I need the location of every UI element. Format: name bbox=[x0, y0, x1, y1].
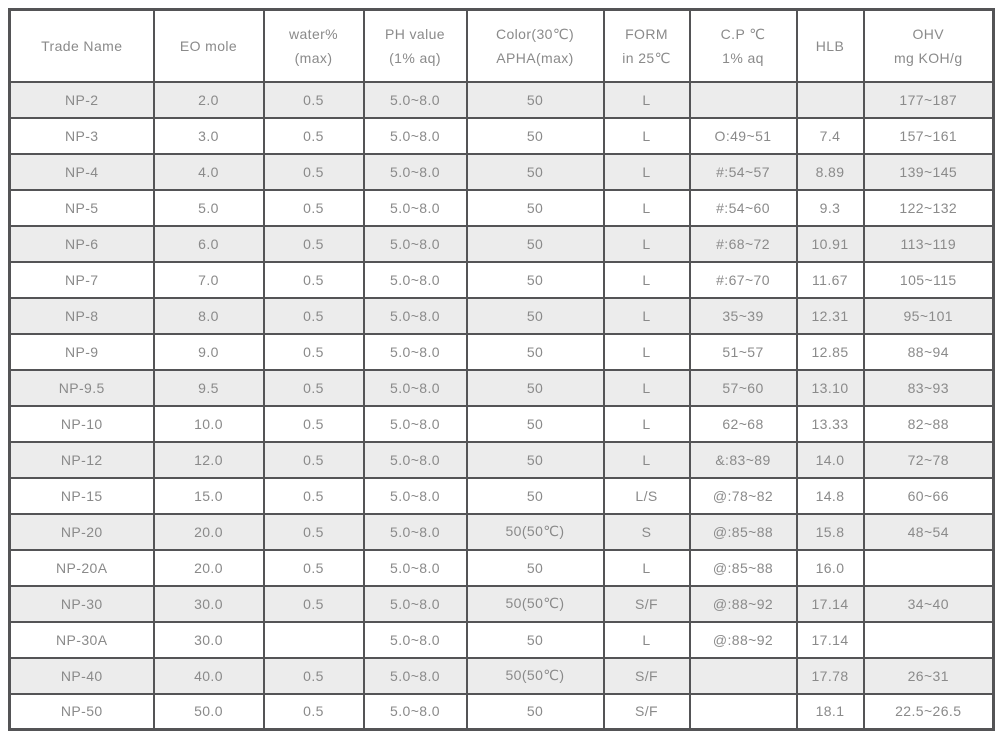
cell-color-apha: 50 bbox=[467, 370, 604, 406]
cell-cloud-point: @:85~88 bbox=[690, 550, 797, 586]
table-row-np-9 bbox=[10, 334, 994, 370]
cell-form: S/F bbox=[604, 586, 690, 622]
cell-cloud-point: #:54~57 bbox=[690, 154, 797, 190]
header-row bbox=[10, 10, 994, 82]
cell-form: L bbox=[604, 154, 690, 190]
cell-cloud-point: @:78~82 bbox=[690, 478, 797, 514]
table-row-np-8 bbox=[10, 298, 994, 334]
cell-cloud-point: O:49~51 bbox=[690, 118, 797, 154]
cell-eo-mole: 12.0 bbox=[154, 442, 264, 478]
cell-eo-mole: 7.0 bbox=[154, 262, 264, 298]
cell-form: L bbox=[604, 190, 690, 226]
column-header-ohv-line: mg KOH/g bbox=[893, 49, 963, 66]
column-header-water-max-line: (max) bbox=[294, 49, 333, 66]
cell-hlb: 16.0 bbox=[797, 550, 864, 586]
cell-form: L/S bbox=[604, 478, 690, 514]
cell-form: L bbox=[604, 370, 690, 406]
cell-eo-mole: 15.0 bbox=[154, 478, 264, 514]
cell-trade-name: NP-40 bbox=[10, 658, 154, 694]
cell-water-max: 0.5 bbox=[264, 442, 364, 478]
cell-color-apha: 50 bbox=[467, 190, 604, 226]
cell-trade-name: NP-30A bbox=[10, 622, 154, 658]
cell-water-max: 0.5 bbox=[264, 514, 364, 550]
cell-form: L bbox=[604, 622, 690, 658]
column-header-cloud-point-line: 1% aq bbox=[722, 49, 764, 66]
cell-color-apha: 50 bbox=[467, 406, 604, 442]
cell-water-max: 0.5 bbox=[264, 298, 364, 334]
cell-trade-name: NP-20 bbox=[10, 514, 154, 550]
cell-cloud-point: 57~60 bbox=[690, 370, 797, 406]
cell-ohv: 177~187 bbox=[864, 82, 994, 118]
table-row-np-5 bbox=[10, 190, 994, 226]
cell-water-max: 0.5 bbox=[264, 118, 364, 154]
column-header-form-line: in 25℃ bbox=[622, 49, 671, 66]
cell-hlb: 18.1 bbox=[797, 694, 864, 730]
table-row-np-4 bbox=[10, 154, 994, 190]
table-row-np-2 bbox=[10, 82, 994, 118]
cell-ph-value: 5.0~8.0 bbox=[364, 586, 467, 622]
cell-eo-mole: 30.0 bbox=[154, 622, 264, 658]
cell-water-max: 0.5 bbox=[264, 370, 364, 406]
column-header-hlb bbox=[797, 10, 864, 82]
cell-eo-mole: 30.0 bbox=[154, 586, 264, 622]
cell-cloud-point: @:88~92 bbox=[690, 622, 797, 658]
table-row-np-20a bbox=[10, 550, 994, 586]
cell-trade-name: NP-12 bbox=[10, 442, 154, 478]
table-row-np-9.5 bbox=[10, 370, 994, 406]
cell-trade-name: NP-50 bbox=[10, 694, 154, 730]
cell-trade-name: NP-9.5 bbox=[10, 370, 154, 406]
cell-ohv: 22.5~26.5 bbox=[864, 694, 994, 730]
cell-cloud-point: #:54~60 bbox=[690, 190, 797, 226]
cell-ph-value: 5.0~8.0 bbox=[364, 550, 467, 586]
cell-ohv: 83~93 bbox=[864, 370, 994, 406]
cell-water-max bbox=[264, 622, 364, 658]
cell-ph-value: 5.0~8.0 bbox=[364, 478, 467, 514]
cell-form: L bbox=[604, 118, 690, 154]
cell-eo-mole: 9.0 bbox=[154, 334, 264, 370]
cell-form: L bbox=[604, 82, 690, 118]
cell-trade-name: NP-3 bbox=[10, 118, 154, 154]
column-header-color-apha bbox=[467, 10, 604, 82]
cell-water-max: 0.5 bbox=[264, 262, 364, 298]
cell-eo-mole: 20.0 bbox=[154, 550, 264, 586]
cell-cloud-point bbox=[690, 82, 797, 118]
product-spec-table bbox=[8, 8, 995, 731]
cell-trade-name: NP-2 bbox=[10, 82, 154, 118]
cell-color-apha: 50 bbox=[467, 442, 604, 478]
cell-hlb bbox=[797, 82, 864, 118]
cell-cloud-point: 51~57 bbox=[690, 334, 797, 370]
column-header-cloud-point bbox=[690, 10, 797, 82]
cell-ph-value: 5.0~8.0 bbox=[364, 694, 467, 730]
table-row-np-30 bbox=[10, 586, 994, 622]
cell-ohv: 60~66 bbox=[864, 478, 994, 514]
cell-ph-value: 5.0~8.0 bbox=[364, 406, 467, 442]
cell-cloud-point: &:83~89 bbox=[690, 442, 797, 478]
column-header-form-line: FORM bbox=[625, 25, 668, 42]
cell-form: L bbox=[604, 226, 690, 262]
cell-color-apha: 50 bbox=[467, 298, 604, 334]
column-header-form bbox=[604, 10, 690, 82]
cell-color-apha: 50(50℃) bbox=[467, 586, 604, 622]
cell-eo-mole: 6.0 bbox=[154, 226, 264, 262]
cell-ohv: 139~145 bbox=[864, 154, 994, 190]
cell-eo-mole: 5.0 bbox=[154, 190, 264, 226]
cell-eo-mole: 2.0 bbox=[154, 82, 264, 118]
table-row-np-12 bbox=[10, 442, 994, 478]
cell-cloud-point bbox=[690, 694, 797, 730]
cell-ohv: 95~101 bbox=[864, 298, 994, 334]
cell-eo-mole: 4.0 bbox=[154, 154, 264, 190]
cell-ph-value: 5.0~8.0 bbox=[364, 442, 467, 478]
cell-form: L bbox=[604, 406, 690, 442]
cell-ph-value: 5.0~8.0 bbox=[364, 226, 467, 262]
cell-ohv: 48~54 bbox=[864, 514, 994, 550]
cell-ohv: 113~119 bbox=[864, 226, 994, 262]
column-header-color-apha-line: APHA(max) bbox=[496, 49, 574, 66]
column-header-eo-mole bbox=[154, 10, 264, 82]
cell-hlb: 17.14 bbox=[797, 622, 864, 658]
table-row-np-20 bbox=[10, 514, 994, 550]
cell-color-apha: 50 bbox=[467, 622, 604, 658]
cell-color-apha: 50 bbox=[467, 118, 604, 154]
column-header-trade-name bbox=[10, 10, 154, 82]
cell-hlb: 14.0 bbox=[797, 442, 864, 478]
column-header-hlb-line: HLB bbox=[815, 37, 845, 54]
cell-ohv: 105~115 bbox=[864, 262, 994, 298]
table-row-np-10 bbox=[10, 406, 994, 442]
cell-trade-name: NP-10 bbox=[10, 406, 154, 442]
column-header-ph-value-line: (1% aq) bbox=[389, 49, 441, 66]
table-header bbox=[10, 10, 994, 82]
cell-hlb: 11.67 bbox=[797, 262, 864, 298]
cell-eo-mole: 8.0 bbox=[154, 298, 264, 334]
cell-hlb: 17.14 bbox=[797, 586, 864, 622]
cell-cloud-point: @:85~88 bbox=[690, 514, 797, 550]
cell-hlb: 9.3 bbox=[797, 190, 864, 226]
cell-ph-value: 5.0~8.0 bbox=[364, 82, 467, 118]
column-header-eo-mole-line: EO mole bbox=[179, 37, 238, 54]
cell-cloud-point: 62~68 bbox=[690, 406, 797, 442]
cell-ohv: 34~40 bbox=[864, 586, 994, 622]
cell-trade-name: NP-9 bbox=[10, 334, 154, 370]
column-header-water-max-line: water% bbox=[288, 25, 339, 42]
cell-cloud-point: #:67~70 bbox=[690, 262, 797, 298]
cell-ph-value: 5.0~8.0 bbox=[364, 262, 467, 298]
cell-trade-name: NP-15 bbox=[10, 478, 154, 514]
cell-ohv: 157~161 bbox=[864, 118, 994, 154]
cell-color-apha: 50 bbox=[467, 478, 604, 514]
cell-color-apha: 50 bbox=[467, 154, 604, 190]
column-header-ph-value bbox=[364, 10, 467, 82]
column-header-color-apha-line: Color(30℃) bbox=[495, 25, 575, 42]
cell-ph-value: 5.0~8.0 bbox=[364, 334, 467, 370]
cell-hlb: 13.10 bbox=[797, 370, 864, 406]
cell-form: L bbox=[604, 334, 690, 370]
cell-form: S/F bbox=[604, 694, 690, 730]
cell-color-apha: 50(50℃) bbox=[467, 658, 604, 694]
cell-color-apha: 50(50℃) bbox=[467, 514, 604, 550]
cell-water-max: 0.5 bbox=[264, 406, 364, 442]
table-row-np-15 bbox=[10, 478, 994, 514]
cell-trade-name: NP-6 bbox=[10, 226, 154, 262]
cell-ph-value: 5.0~8.0 bbox=[364, 154, 467, 190]
column-header-water-max bbox=[264, 10, 364, 82]
table-row-np-40 bbox=[10, 658, 994, 694]
table-row-np-6 bbox=[10, 226, 994, 262]
cell-hlb: 7.4 bbox=[797, 118, 864, 154]
cell-ohv bbox=[864, 622, 994, 658]
cell-form: L bbox=[604, 298, 690, 334]
table-row-np-50 bbox=[10, 694, 994, 730]
cell-water-max: 0.5 bbox=[264, 154, 364, 190]
cell-eo-mole: 3.0 bbox=[154, 118, 264, 154]
cell-ohv: 88~94 bbox=[864, 334, 994, 370]
column-header-cloud-point-line: C.P ℃ bbox=[720, 25, 766, 42]
cell-ohv: 82~88 bbox=[864, 406, 994, 442]
cell-ph-value: 5.0~8.0 bbox=[364, 514, 467, 550]
cell-hlb: 13.33 bbox=[797, 406, 864, 442]
cell-ph-value: 5.0~8.0 bbox=[364, 622, 467, 658]
cell-water-max: 0.5 bbox=[264, 478, 364, 514]
cell-trade-name: NP-30 bbox=[10, 586, 154, 622]
cell-cloud-point: @:88~92 bbox=[690, 586, 797, 622]
cell-ohv: 122~132 bbox=[864, 190, 994, 226]
cell-form: S/F bbox=[604, 658, 690, 694]
cell-form: S bbox=[604, 514, 690, 550]
cell-ohv: 26~31 bbox=[864, 658, 994, 694]
cell-eo-mole: 40.0 bbox=[154, 658, 264, 694]
cell-hlb: 17.78 bbox=[797, 658, 864, 694]
cell-water-max: 0.5 bbox=[264, 226, 364, 262]
table-body bbox=[10, 82, 994, 730]
cell-ph-value: 5.0~8.0 bbox=[364, 118, 467, 154]
cell-color-apha: 50 bbox=[467, 550, 604, 586]
cell-hlb: 15.8 bbox=[797, 514, 864, 550]
cell-eo-mole: 20.0 bbox=[154, 514, 264, 550]
cell-hlb: 14.8 bbox=[797, 478, 864, 514]
column-header-ph-value-line: PH value bbox=[384, 25, 445, 42]
cell-water-max: 0.5 bbox=[264, 658, 364, 694]
cell-cloud-point: #:68~72 bbox=[690, 226, 797, 262]
cell-ph-value: 5.0~8.0 bbox=[364, 190, 467, 226]
column-header-ohv-line: OHV bbox=[912, 25, 945, 42]
table-row-np-3 bbox=[10, 118, 994, 154]
cell-hlb: 12.85 bbox=[797, 334, 864, 370]
cell-color-apha: 50 bbox=[467, 262, 604, 298]
cell-hlb: 12.31 bbox=[797, 298, 864, 334]
cell-form: L bbox=[604, 550, 690, 586]
cell-color-apha: 50 bbox=[467, 226, 604, 262]
cell-ohv bbox=[864, 550, 994, 586]
cell-trade-name: NP-5 bbox=[10, 190, 154, 226]
cell-eo-mole: 50.0 bbox=[154, 694, 264, 730]
cell-ph-value: 5.0~8.0 bbox=[364, 658, 467, 694]
column-header-ohv bbox=[864, 10, 994, 82]
cell-form: L bbox=[604, 442, 690, 478]
column-header-trade-name-line: Trade Name bbox=[41, 37, 123, 54]
cell-water-max: 0.5 bbox=[264, 694, 364, 730]
cell-color-apha: 50 bbox=[467, 694, 604, 730]
cell-color-apha: 50 bbox=[467, 82, 604, 118]
cell-eo-mole: 10.0 bbox=[154, 406, 264, 442]
cell-trade-name: NP-8 bbox=[10, 298, 154, 334]
cell-color-apha: 50 bbox=[467, 334, 604, 370]
cell-hlb: 10.91 bbox=[797, 226, 864, 262]
cell-water-max: 0.5 bbox=[264, 550, 364, 586]
table-row-np-30a bbox=[10, 622, 994, 658]
cell-hlb: 8.89 bbox=[797, 154, 864, 190]
cell-water-max: 0.5 bbox=[264, 190, 364, 226]
cell-ph-value: 5.0~8.0 bbox=[364, 298, 467, 334]
cell-trade-name: NP-4 bbox=[10, 154, 154, 190]
cell-eo-mole: 9.5 bbox=[154, 370, 264, 406]
cell-cloud-point: 35~39 bbox=[690, 298, 797, 334]
table-row-np-7 bbox=[10, 262, 994, 298]
cell-ph-value: 5.0~8.0 bbox=[364, 370, 467, 406]
cell-water-max: 0.5 bbox=[264, 334, 364, 370]
cell-trade-name: NP-20A bbox=[10, 550, 154, 586]
cell-water-max: 0.5 bbox=[264, 586, 364, 622]
cell-water-max: 0.5 bbox=[264, 82, 364, 118]
cell-cloud-point bbox=[690, 658, 797, 694]
cell-form: L bbox=[604, 262, 690, 298]
cell-ohv: 72~78 bbox=[864, 442, 994, 478]
cell-trade-name: NP-7 bbox=[10, 262, 154, 298]
